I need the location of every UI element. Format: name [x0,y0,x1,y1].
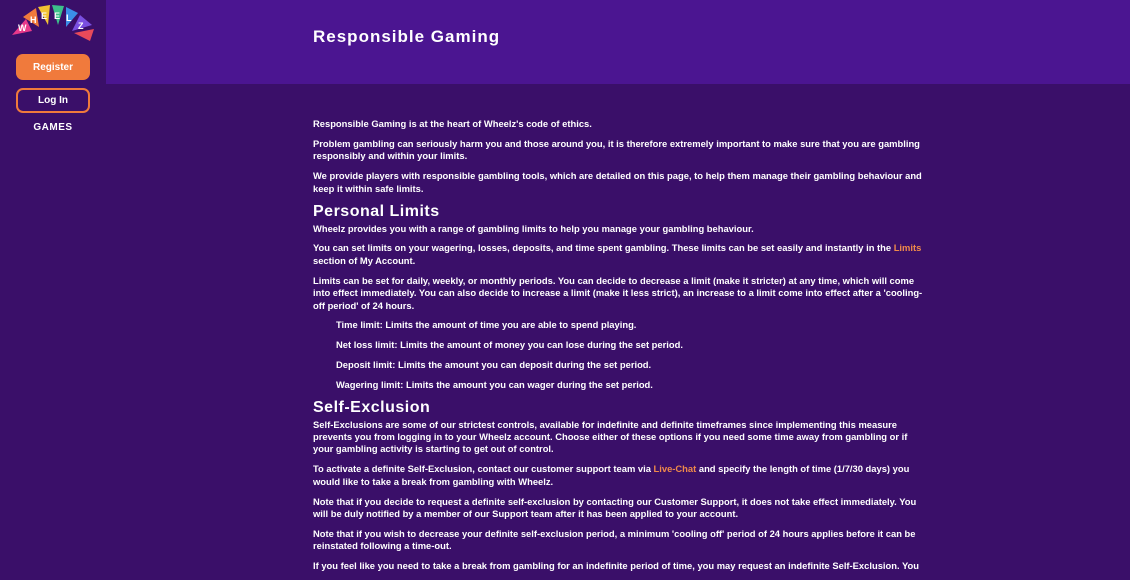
text: section of My Account. [313,254,416,266]
self-exclusion-paragraph-1: Self-Exclusions are some of our strictest controls, available for indefinite and definite timeframes since implementing this measure prevents you from logging in to your Wheelz account. Choose either of these options if you need some time away from gambling or if your gambling activity is starting to get out of control. [313,418,908,455]
personal-limits-paragraph-1: Wheelz provides you with a range of gambling limits to help you manage your gambling behaviour. [313,222,754,234]
wheelz-logo[interactable] [10,5,96,45]
limit-term: Wagering limit [336,378,401,390]
self-exclusion-paragraph-4: Note that if you wish to decrease your definite self-exclusion period, a minimum 'cooling off' period of 24 hours applies before it can be reinstated following a time-out. [313,528,916,552]
self-exclusion-paragraph-3: Note that if you decide to request a definite self-exclusion by contacting our Customer Support, it does not take effect immediately. You will be duly notified by a member of our Support team after it has been applied to your account. [313,495,917,520]
svg-text:Z: Z [78,21,84,31]
limit-desc: : Limits the amount of time you are able to spend playing. [379,319,637,331]
text: To activate a definite Self-Exclusion, contact our customer support team via [313,463,654,475]
svg-text:E: E [41,11,48,21]
svg-text:W: W [18,23,27,33]
limit-term: Net loss limit [336,339,395,351]
list-item [336,339,925,351]
limit-desc: : Limits the amount of money you can lose during the set period. [394,339,683,351]
intro-paragraph-3: We provide players with responsible gambling tools, which are detailed on this page, to help them manage their gambling behaviour and keep it within safe limits. [313,170,922,194]
text: You can set limits on your wagering, losses, deposits, and time spent gambling. These limits can be set easily and instantly in the [313,242,894,254]
limit-types-list [336,319,925,391]
limit-desc: : Limits the amount you can wager during the set period. [400,378,653,390]
page-title: Responsible Gaming [313,27,501,46]
limit-desc: : Limits the amount you can deposit during the set period. [392,359,652,371]
svg-text:L: L [66,13,72,23]
self-exclusion-paragraph-2 [313,463,925,488]
games-nav-link[interactable]: GAMES [33,122,73,133]
list-item [336,319,925,331]
main-content [313,118,925,580]
limit-term: Deposit limit [336,359,393,371]
personal-limits-paragraph-3: Limits can be set for daily, weekly, or monthly periods. You can decide to decrease a limit (make it stricter) at any time, which will come into effect immediately. You can also decide to increase a limit (make it less strict), an increase to a limit come into effect after a 'cooling-off period' of 24 hours. [313,274,923,311]
login-button[interactable]: Log In [16,88,90,113]
intro-paragraph-1: Responsible Gaming is at the heart of Wheelz's code of ethics. [313,118,592,129]
intro-paragraph-2: Problem gambling can seriously harm you and those around you, it is therefore extremely important to make sure that you are gambling responsibly and within your limits. [313,137,920,162]
live-chat-link[interactable]: Live-Chat [653,463,697,475]
personal-limits-paragraph-2 [313,242,925,267]
self-exclusion-paragraph-5: If you feel like you need to take a break from gambling for an indefinite period of time, you may request an indefinite Self-Exclusion. You [313,560,920,572]
limits-link[interactable]: Limits [893,242,922,254]
register-button[interactable]: Register [16,54,90,80]
svg-text:H: H [30,15,37,25]
limit-term: Time limit [336,319,380,331]
list-item [336,379,925,391]
page-header [106,0,1130,84]
text: and specify the length of time (1/7/30 days) you would like to take a break from gambling with Wheelz. [313,463,910,487]
personal-limits-heading: Personal Limits [313,202,440,220]
svg-text:E: E [54,11,61,21]
sidebar [0,0,106,576]
self-exclusion-heading: Self-Exclusion [313,398,431,416]
list-item [336,359,925,371]
